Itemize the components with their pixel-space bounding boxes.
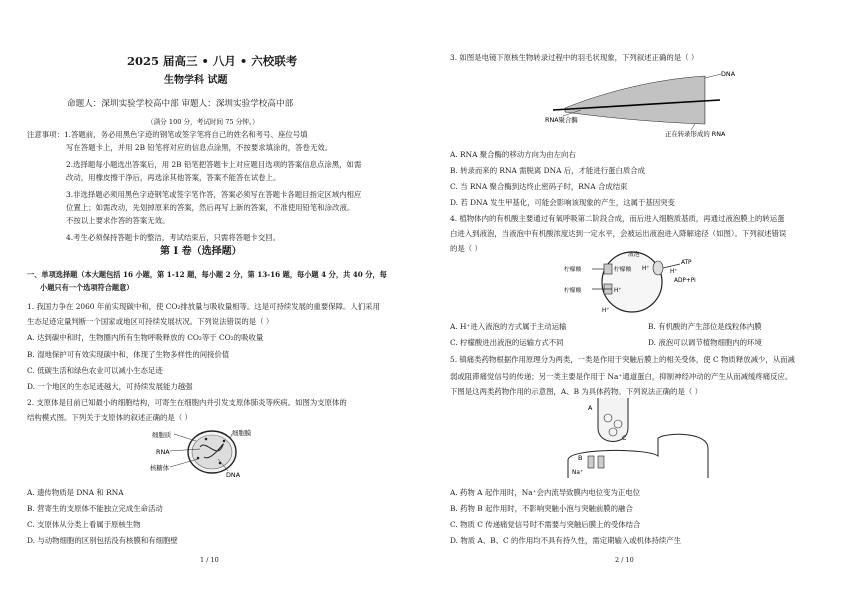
label-cytoplasm: 细胞质: [152, 431, 172, 439]
q1-stem: 1. 我国力争在 2060 年前实现碳中和，使 CO₂排放量与吸收量相等。这是可持续发展的重要保障。人们采用: [27, 302, 380, 311]
part-intro: 一、单项选择题（本大题包括 16 小题，第 1-12 题，每小题 2 分，第 13-16 题，每小题 4 分，共 40 分，每: [27, 270, 387, 279]
q1-option-d: D. 一个地区的生态足迹越大，可持续发展能力越强: [27, 382, 193, 391]
note-line: 改动，用橡皮擦干净后，再选涂其他答案，答案不能答在试卷上。: [66, 173, 281, 182]
q3-option-d: D. 若 DNA 发生甲基化，可能会影响该现象的产生，这属于基因突变: [450, 198, 675, 207]
page-right: [430, 0, 860, 609]
label-h-plus-4: H⁺: [602, 308, 610, 314]
mycoplasma-figure: [150, 425, 260, 480]
q4-option-d: D. 液泡可以调节植物细胞内的环境: [648, 338, 762, 347]
label-h-plus-3: H⁺: [614, 288, 622, 294]
note-line: 不按以上要求作答的答案无效。: [66, 216, 170, 225]
page-number: 2 / 10: [615, 556, 634, 564]
vacuole-membrane: [602, 252, 662, 312]
sodium-channel: [588, 456, 594, 468]
ribosome-dot: [219, 462, 222, 465]
q1-option-c: C. 低碳生活和绿色农业可以减小生态足迹: [27, 366, 163, 375]
label-drug-a: A: [588, 404, 593, 412]
q1-option-b: B. 湿地保护可有效实现碳中和，体现了生物多样性的间接价值: [27, 350, 230, 359]
note-line: 3.非选择题必须用黑色字迹钢笔或签字笔作答，答案必须写在答题卡各题目指定区域内相应: [66, 190, 362, 199]
q2-stem: 2. 支原体是目前已知最小的细胞结构，可寄生在细胞内并引发支原体肺炎等疾病。如图为支原体的: [27, 398, 347, 407]
label-citrate-3: 柠檬酸: [564, 288, 582, 294]
label-sodium: Na⁺: [572, 470, 583, 476]
ribosome-dot: [197, 457, 200, 460]
authors-line: 命题人：深圳实验学校高中部 审题人：深圳实验学校高中部: [67, 99, 294, 109]
note-line: 2.选择题每小题选出答案后，用 2B 铅笔把答题卡上对应题目选项的答案信息点涂黑，如需: [66, 160, 362, 169]
q3-option-b: B. 转录而来的 RNA 需脱离 DNA 后，才能进行蛋白质合成: [450, 166, 646, 175]
label-substance-c: C: [622, 434, 627, 442]
page-number: 1 / 10: [200, 556, 219, 564]
q2-option-c: C. 支原体从分类上看属于原核生物: [27, 520, 141, 529]
label-ribosome: 核糖体: [150, 464, 170, 472]
ribosome-dot: [223, 440, 226, 443]
label-citrate-1: 柠檬酸: [564, 267, 582, 273]
label-drug-b: B: [578, 454, 583, 462]
label-nascent-rna: 正在转录形成的 RNA: [665, 130, 726, 138]
subject-title: 生物学科 试题: [164, 75, 228, 86]
q3-option-a: A. RNA 聚合酶的移动方向为由左向右: [450, 150, 576, 159]
label-h-plus-1: H⁺: [642, 266, 650, 272]
q4-stem: 4. 植物体内的有机酸主要通过有氧呼吸第二阶段合成，而后进入细胞质基质，再通过液泡膜上的转运蛋: [450, 214, 785, 223]
q4-stem: 白进入到液泡，当液泡中有机酸浓度达到一定水平，会被运出液泡进入降解途径（如图）。下列叙述错误: [450, 229, 787, 238]
q5-option-b: B. 药物 B 起作用时，不影响突触小泡与突触前膜的融合: [450, 504, 633, 513]
note-line: 4.考生必须保持答题卡的整洁，考试结束后，只需将答题卡交回。: [66, 233, 280, 242]
label-citrate-2: 柠檬酸: [614, 267, 632, 273]
label-atp: ATP: [681, 260, 692, 266]
transporter-top: [604, 264, 612, 274]
note-line: 写在答题卡上，并用 2B 铅笔将对应的信息点涂黑，不按要求填涂的，答卷无效。: [66, 143, 333, 152]
atpase-pump: [653, 261, 663, 275]
q5-option-a: A. 药物 A 起作用时，Na⁺会内流导致膜内电位变为正电位: [450, 488, 641, 497]
q2-option-a: A. 遗传物质是 DNA 和 RNA: [27, 488, 124, 497]
label-adp-pi: ADP+Pi: [674, 278, 696, 284]
label-rna: RNA: [156, 448, 170, 456]
note-line: 位置上；如需改动，先划掉原来的答案，然后再写上新的答案，不准使用铅笔和涂改液。: [66, 203, 355, 212]
q5-stem: 5. 镇痛类药物根据作用原理分为两类，一类是作用于突触后膜上的相关受体，使 C 物质释放减少，从而减: [450, 355, 795, 364]
q2-option-b: B. 营寄生的支原体不能独立完成生命活动: [27, 504, 163, 513]
q5-stem: 弱或阻滞痛觉信号的传递；另一类主要是作用于 Na⁺通道蛋白，抑制神经冲动的产生从而减缓疼痛反应。: [450, 372, 793, 381]
q1-stem: 生态足迹定量判断一个国家或地区可持续发展状况。下列说法错误的是（ ）: [27, 317, 274, 326]
sodium-channel: [598, 456, 604, 468]
q3-stem: 3. 如图是电镜下原核生物转录过程中的羽毛状现象，下列叙述正确的是（ ）: [450, 53, 699, 62]
q4-stem: 的是（ ）: [450, 244, 482, 253]
label-dna: DNA: [721, 70, 736, 78]
exam-title: 2025 届高三 • 八月 • 六校联考: [127, 54, 298, 68]
q3-option-c: C. 当 RNA 聚合酶到达终止密码子时，RNA 合成结束: [450, 182, 628, 191]
vacuole-figure: [562, 246, 722, 316]
rna-feather-shape: [565, 76, 705, 124]
label-h-plus-2: H⁺: [670, 269, 678, 275]
section-title: 第 I 卷（选择题）: [160, 246, 242, 257]
q1-option-a: A. 达到碳中和时，生物圈内所有生物呼吸释放的 CO₂等于 CO₂的吸收量: [27, 333, 264, 342]
q4-option-a: A. H⁺进入液泡的方式属于主动运输: [450, 322, 567, 331]
synapse-figure: [558, 398, 718, 480]
ribosome-dot: [205, 438, 208, 441]
q4-option-c: C. 柠檬酸进出液泡的运输方式不同: [450, 338, 564, 347]
q4-option-b: B. 有机酸的产生部位是线粒体内膜: [648, 322, 762, 331]
q5-option-c: C. 物质 C 传递痛觉信号时不需要与突触后膜上的受体结合: [450, 520, 641, 529]
cytoplasm-shape: [192, 435, 232, 469]
exam-meta: （满分 100 分，考试时间 75 分钟。）: [147, 118, 259, 126]
label-vacuole: 液泡: [628, 252, 640, 258]
q5-stem: 下图是这两类药物作用的示意图，A、B 为具体药物。下列说法正确的是（ ）: [450, 387, 702, 396]
q2-option-d: D. 与动物细胞的区别包括没有核膜和有细胞壁: [27, 536, 178, 545]
q5-option-d: D. 物质 A、B、C 的作用均不具有持久性，需定期输入或机体持续产生: [450, 536, 682, 545]
label-dna: DNA: [226, 471, 241, 479]
label-rna-polymerase: RNA聚合酶: [545, 116, 578, 124]
part-intro: 小题只有一个选项符合题意）: [40, 283, 134, 292]
note-line: 注意事项：1.答题前，务必用黑色字迹的钢笔或签字笔将自己的姓名和考号、座位号填: [27, 130, 308, 139]
q2-stem: 结构模式图。下列关于支原体的叙述正确的是（ ）: [27, 413, 192, 422]
transcription-figure: [545, 66, 760, 138]
label-cell-membrane: 细胞膜: [232, 429, 252, 437]
